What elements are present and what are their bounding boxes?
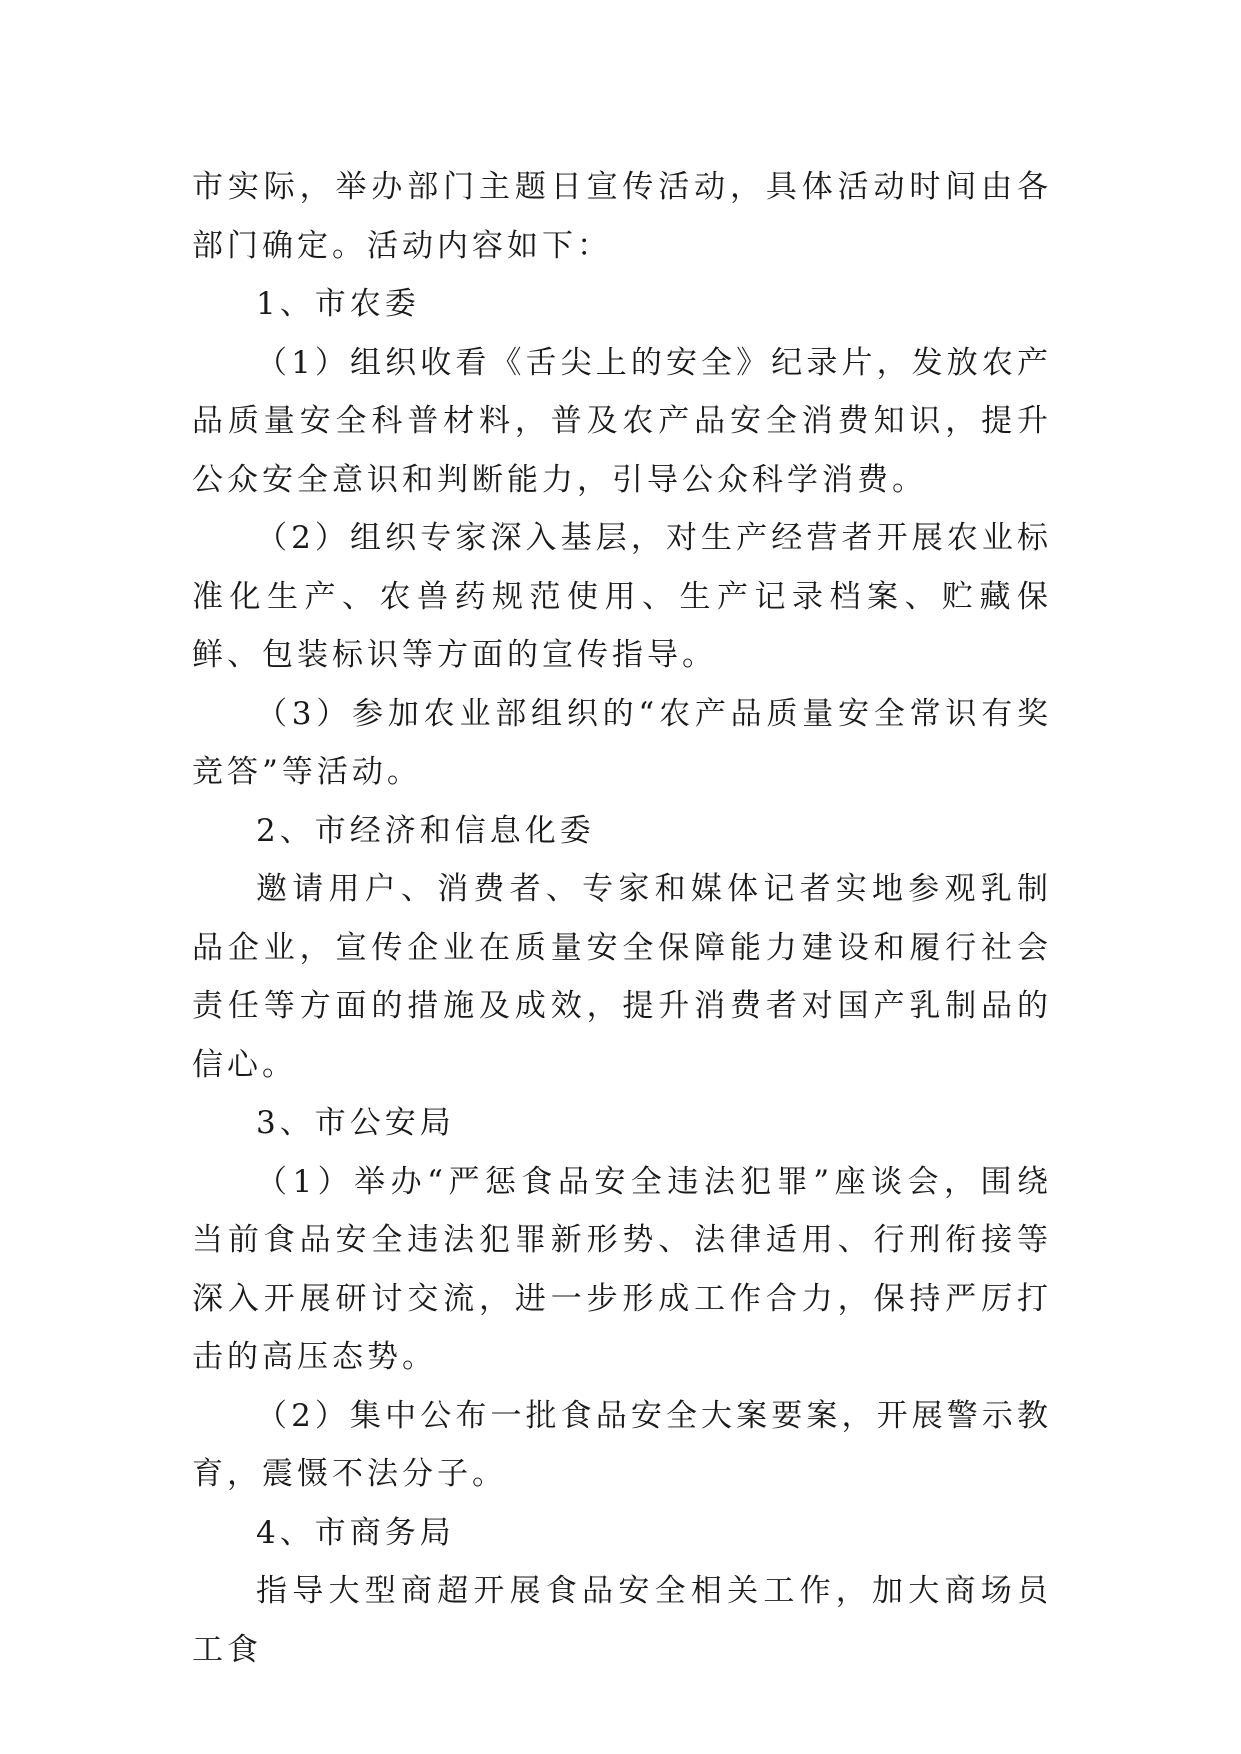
section-heading: 1、市农委: [256, 286, 420, 322]
paragraph: （2）组织专家深入基层，对生产经营者开展农业标准化生产、农兽药规范使用、生产记录档案、贮藏保鲜、包装标识等方面的宣传指导。: [192, 520, 1052, 673]
paragraph: 指导大型商超开展食品安全相关工作，加大商场员工食: [192, 1573, 1052, 1668]
paragraph: （1）举办“严惩食品安全违法犯罪”座谈会，围绕当前食品安全违法犯罪新形势、法律适用、行刑衔接等深入开展研讨交流，进一步形成工作合力，保持严厉打击的高压态势。: [192, 1163, 1052, 1375]
paragraph: （2）集中公布一批食品安全大案要案，开展警示教育，震慑不法分子。: [192, 1397, 1052, 1492]
paragraph: 邀请用户、消费者、专家和媒体记者实地参观乳制品企业，宣传企业在质量安全保障能力建设和履行社会责任等方面的措施及成效，提升消费者对国产乳制品的信心。: [192, 871, 1052, 1083]
paragraph: （1）组织收看《舌尖上的安全》纪录片，发放农产品质量安全科普材料，普及农产品安全消费知识，提升公众安全意识和判断能力，引导公众科学消费。: [192, 344, 1052, 498]
paragraph: （3）参加农业部组织的“农产品质量安全常识有奖竞答”等活动。: [192, 695, 1052, 790]
document-body: [192, 158, 1052, 1679]
section-heading: 2、市经济和信息化委: [256, 812, 595, 849]
paragraph: 市实际，举办部门主题日宣传活动，具体活动时间由各部门确定。活动内容如下：: [192, 169, 1052, 264]
section-heading: 4、市商务局: [256, 1514, 455, 1551]
section-heading: 3、市公安局: [256, 1105, 455, 1141]
